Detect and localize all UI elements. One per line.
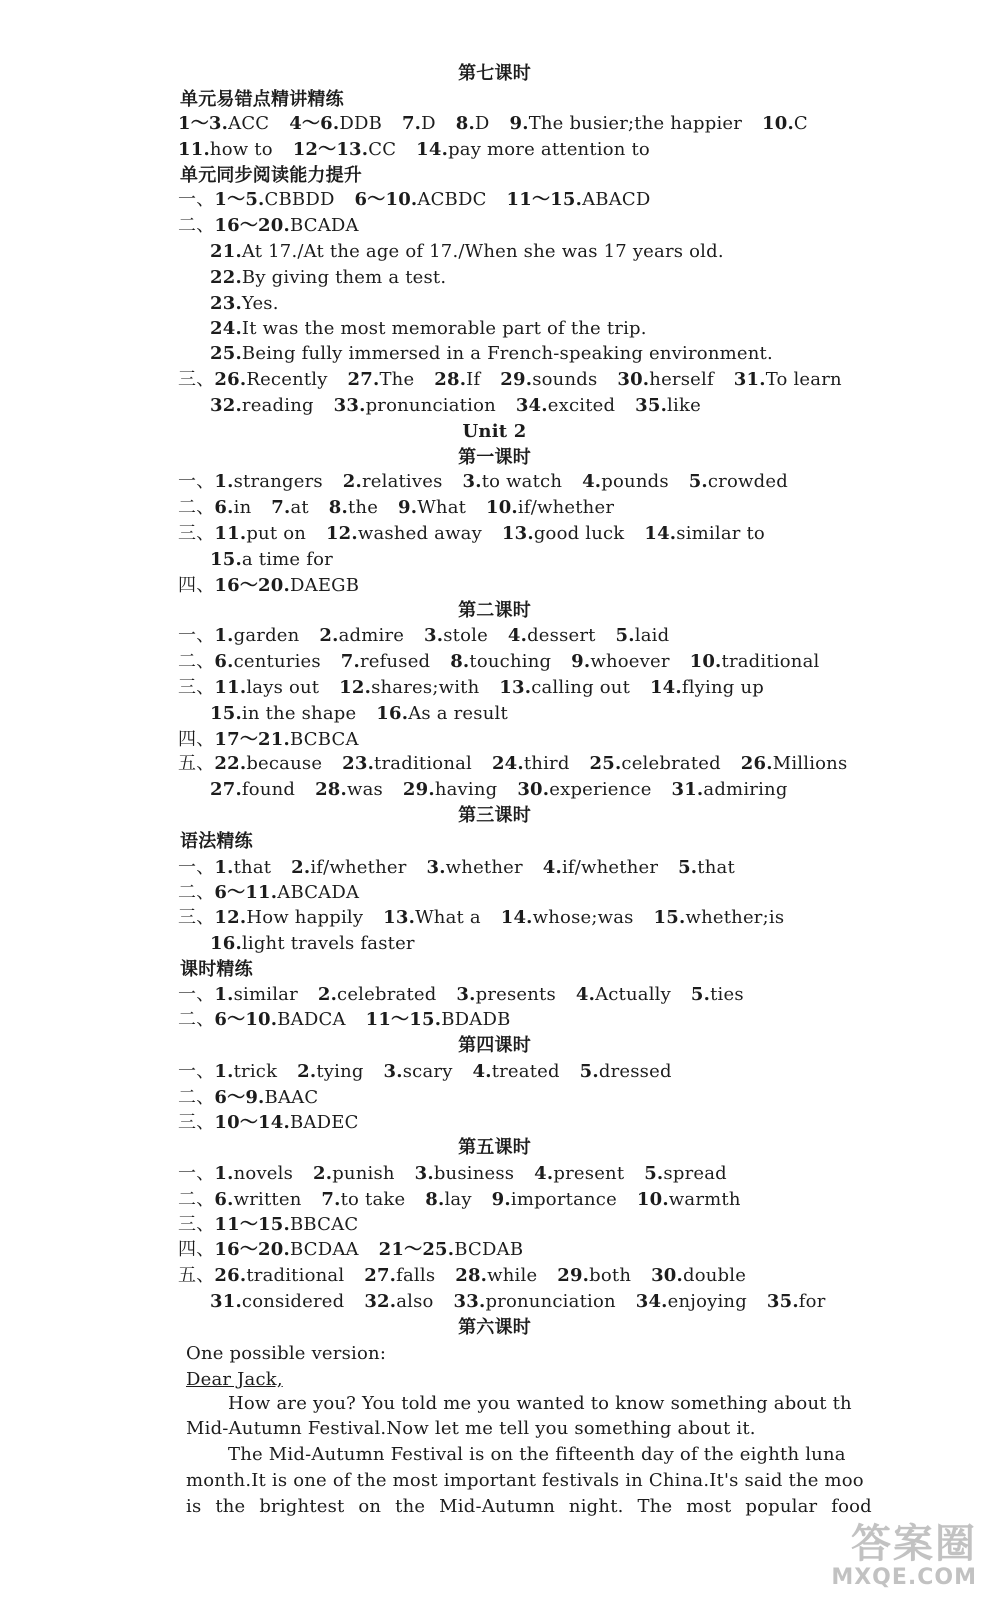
lesson-6-title: 第六课时 [458, 1317, 531, 1338]
answer-line: 25.Being fully immersed in a French-speaking environment. [210, 343, 773, 364]
lesson-1-title: 第一课时 [458, 447, 531, 468]
answer-line: 一、1.that 2.if/whether 3.whether 4.if/whether 5.that [178, 857, 735, 878]
lesson-7-title: 第七课时 [458, 63, 531, 84]
answer-line: 三、10～14.BADEC [178, 1112, 359, 1133]
answer-line: 15.a time for [210, 549, 333, 570]
answer-line: 21.At 17./At the age of 17./When she was 17 years old. [210, 241, 724, 262]
essay-line: is the brightest on the Mid-Autumn night. The most popular food [186, 1496, 872, 1517]
answer-line: 一、1.strangers 2.relatives 3.to watch 4.pounds 5.crowded [178, 471, 788, 492]
essay-greeting: Dear Jack, [186, 1369, 283, 1390]
answer-line: 三、11～15.BBCAC [178, 1214, 359, 1235]
essay-line: How are you? You told me you wanted to know something about th [228, 1393, 852, 1414]
lesson-2-title: 第二课时 [458, 600, 531, 621]
unit-title: Unit 2 [462, 421, 527, 442]
answer-line: 三、11.put on 12.washed away 13.good luck 14.similar to [178, 523, 765, 544]
answer-line: 二、6.in 7.at 8.the 9.What 10.if/whether [178, 497, 615, 518]
answer-line: 24.It was the most memorable part of the trip. [210, 318, 647, 339]
answer-line: 三、26.Recently 27.The 28.If 29.sounds 30.herself 31.To learn [178, 369, 842, 390]
essay-line: Mid-Autumn Festival.Now let me tell you something about it. [186, 1418, 756, 1439]
section-lesson-practice: 课时精练 [180, 959, 253, 980]
answer-line: 一、1.garden 2.admire 3.stole 4.dessert 5.laid [178, 625, 670, 646]
essay-intro: One possible version: [186, 1343, 387, 1364]
answer-line: 三、12.How happily 13.What a 14.whose;was 15.whether;is [178, 907, 785, 928]
lesson-3-title: 第三课时 [458, 805, 531, 826]
watermark-logo: 答案圈 MXQE.COM [831, 1521, 977, 1590]
answer-line: 四、16～20.BCDAA 21～25.BCDAB [178, 1239, 524, 1260]
section-reading: 单元同步阅读能力提升 [180, 165, 362, 186]
answer-line: 四、17～21.BCBCA [178, 729, 359, 750]
answer-line: 一、1.novels 2.punish 3.business 4.present 5.spread [178, 1163, 727, 1184]
essay-line: The Mid-Autumn Festival is on the fifteenth day of the eighth luna [228, 1444, 846, 1465]
answer-line: 1～3.ACC 4～6.DDB 7.D 8.D 9.The busier;the happier 10.C [178, 113, 808, 134]
answer-line: 五、22.because 23.traditional 24.third 25.celebrated 26.Millions [178, 753, 848, 774]
answer-line: 一、1.similar 2.celebrated 3.presents 4.Actually 5.ties [178, 984, 744, 1005]
section-grammar: 语法精练 [180, 831, 253, 852]
lesson-5-title: 第五课时 [458, 1137, 531, 1158]
answer-line: 27.found 28.was 29.having 30.experience 31.admiring [210, 779, 788, 800]
answer-line: 五、26.traditional 27.falls 28.while 29.both 30.double [178, 1265, 747, 1286]
lesson-4-title: 第四课时 [458, 1035, 531, 1056]
answer-line: 15.in the shape 16.As a result [210, 703, 508, 724]
answer-line: 22.By giving them a test. [210, 267, 447, 288]
answer-line: 四、16～20.DAEGB [178, 575, 360, 596]
answer-line: 一、1.trick 2.tying 3.scary 4.treated 5.dressed [178, 1061, 672, 1082]
answer-line: 二、16～20.BCADA [178, 215, 359, 236]
essay-line: month.It is one of the most important festivals in China.It's said the moo [186, 1470, 864, 1491]
answer-line: 23.Yes. [210, 293, 279, 314]
answer-line: 二、6～10.BADCA 11～15.BDADB [178, 1009, 511, 1030]
answer-line: 二、6.centuries 7.refused 8.touching 9.whoever 10.traditional [178, 651, 820, 672]
answer-line: 11.how to 12～13.CC 14.pay more attention to [178, 139, 650, 160]
answer-line: 31.considered 32.also 33.pronunciation 34.enjoying 35.for [210, 1291, 826, 1312]
section-error-practice: 单元易错点精讲精练 [180, 89, 344, 110]
answer-line: 二、6.written 7.to take 8.lay 9.importance 10.warmth [178, 1189, 741, 1210]
answer-line: 一、1～5.CBBDD 6～10.ACBDC 11～15.ABACD [178, 189, 651, 210]
answer-line: 二、6～11.ABCADA [178, 882, 360, 903]
answer-line: 三、11.lays out 12.shares;with 13.calling out 14.flying up [178, 677, 764, 698]
answer-line: 32.reading 33.pronunciation 34.excited 35.like [210, 395, 701, 416]
answer-line: 二、6～9.BAAC [178, 1087, 319, 1108]
answer-line: 16.light travels faster [210, 933, 415, 954]
